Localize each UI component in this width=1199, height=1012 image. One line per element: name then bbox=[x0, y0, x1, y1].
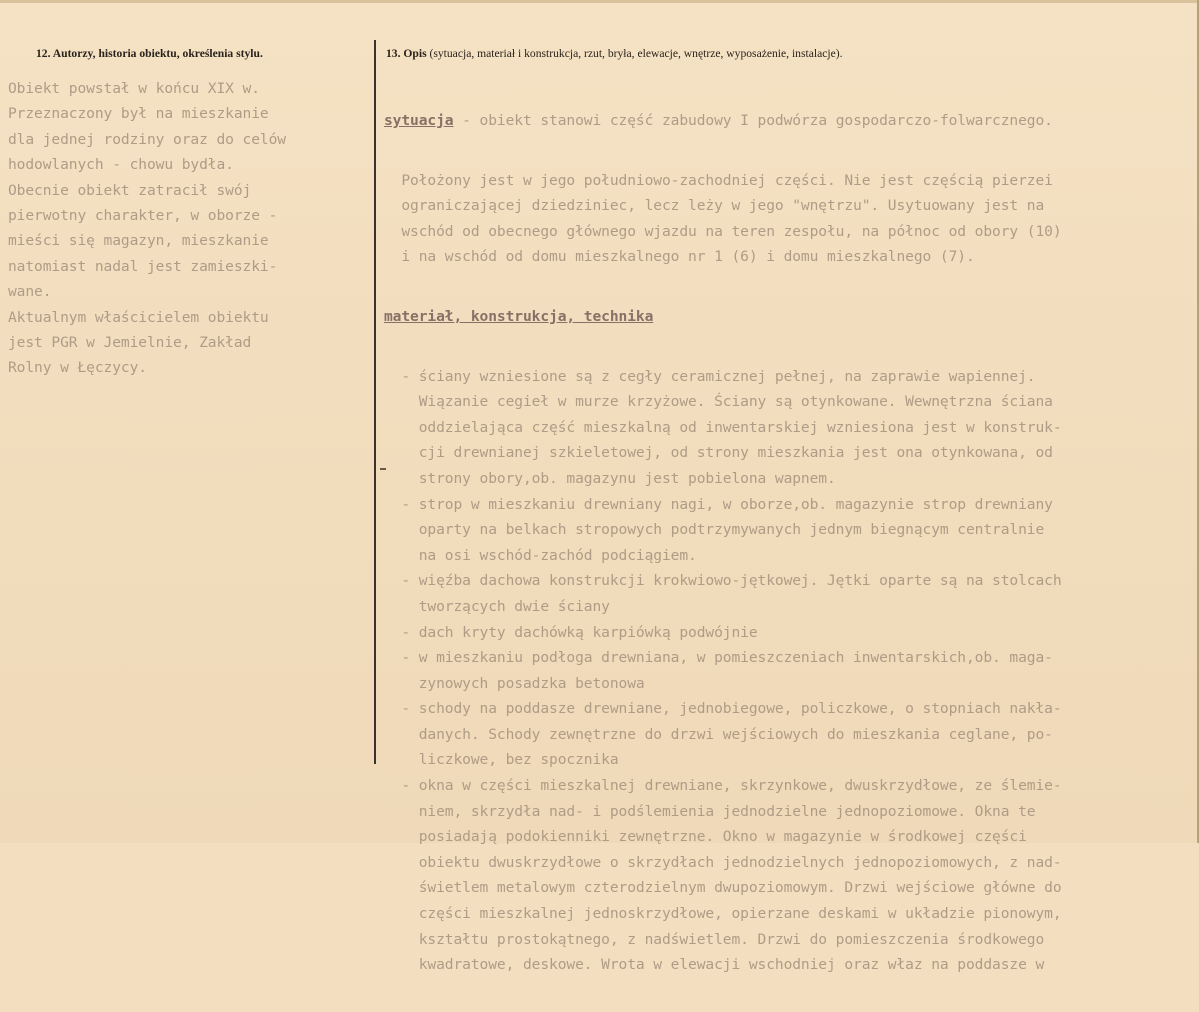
description-line: - schody na poddasze drewniane, jednobiegowe, policzkowe, o stopniach nakła- bbox=[384, 700, 1062, 718]
description-line: niem, skrzydła nad- i podślemienia jednodzielne jednopoziomowe. Okna te bbox=[384, 802, 1036, 820]
description-line: - ściany wzniesione są z cegły ceramicznej pełnej, na zaprawie wapiennej. bbox=[384, 367, 1036, 385]
material-line bbox=[384, 304, 1062, 330]
description-line: strony obory,ob. magazynu jest pobielona wapnem. bbox=[384, 469, 836, 487]
top-edge bbox=[0, 0, 1199, 3]
history-line: Obiekt powstał w końcu XIX w. bbox=[8, 80, 260, 97]
section-13-detail: (sytuacja, materiał i konstrukcja, rzut, bryła, elewacje, wnętrze, wyposażenie, instalacje). bbox=[426, 47, 843, 60]
description-line: kwadratowe, deskowe. Wrota w elewacji wschodniej oraz właz na poddasze w bbox=[384, 956, 1045, 974]
description-line: - w mieszkaniu podłoga drewniana, w pomieszczeniach inwentarskich,ob. maga- bbox=[384, 649, 1053, 667]
description-line: - dach kryty dachówką karpiówką podwójnie bbox=[384, 623, 758, 641]
history-line: pierwotny charakter, w oborze - bbox=[8, 206, 278, 224]
description-line: ograniczającej dziedziniec, lecz leży w jego "wnętrzu". Usytuowany jest na bbox=[384, 197, 1045, 215]
history-line: Rolny w Łęczycy. bbox=[8, 359, 147, 377]
description-line: i na wschód od domu mieszkalnego nr 1 (6) i domu mieszkalnego (7). bbox=[384, 248, 975, 266]
material-heading: materiał, konstrukcja, technika bbox=[384, 307, 654, 325]
history-line: wane. bbox=[8, 283, 52, 301]
description-line: wschód od obecnego głównego wjazdu na teren zespołu, na północ od obory (10) bbox=[384, 222, 1062, 240]
description-line: kształtu prostokątnego, z nadświetlem. Drzwi do pomieszczenia środkowego bbox=[384, 930, 1045, 948]
history-line: natomiast nadal jest zamieszki- bbox=[8, 257, 278, 275]
history-line: jest PGR w Jemielnie, Zakład bbox=[8, 333, 252, 351]
description-line: Położony jest w jego południowo-zachodniej części. Nie jest częścią pierzei bbox=[384, 171, 1053, 189]
description-line: - więźba dachowa konstrukcji krokwiowo-jętkowej. Jętki oparte są na stolcach bbox=[384, 572, 1062, 590]
sytuacja-heading: sytuacja bbox=[384, 112, 454, 129]
sytuacja-text: - obiekt stanowi część zabudowy I podwórza gospodarczo-folwarcznego. bbox=[453, 112, 1053, 129]
description-line: cji drewnianej szkieletowej, od strony mieszkania jest ona otynkowana, od bbox=[384, 444, 1053, 462]
description-line: świetlem metalowym czterodzielnym dwupoziomowym. Drzwi wejściowe główne do bbox=[384, 879, 1062, 897]
section-13-header bbox=[386, 47, 843, 60]
description-line: - okna w części mieszkalnej drewniane, skrzynkowe, dwuskrzydłowe, ze ślemie- bbox=[384, 777, 1062, 795]
history-line: mieści się magazyn, mieszkanie bbox=[8, 232, 269, 250]
description-line: obiektu dwuskrzydłowe o skrzydłach jednodzielnych jednopoziomowych, z nad- bbox=[384, 853, 1062, 871]
history-line: Obecnie obiekt zatracił swój bbox=[8, 181, 252, 199]
description-line: danych. Schody zewnętrzne do drzwi wejściowych do mieszkania ceglane, po- bbox=[384, 725, 1053, 743]
history-line: Aktualnym właścicielem obiektu bbox=[8, 308, 269, 326]
description-line: na osi wschód-zachód podciągiem. bbox=[384, 546, 697, 564]
description-line: zynowych posadzka betonowa bbox=[384, 674, 645, 692]
sytuacja-continuation bbox=[384, 168, 1062, 270]
history-line: hodowlanych - chowu bydła. bbox=[8, 156, 234, 174]
sytuacja-line bbox=[384, 108, 1062, 134]
material-list bbox=[384, 364, 1062, 978]
description-line: tworzących dwie ściany bbox=[384, 597, 610, 615]
margin-mark bbox=[380, 468, 386, 470]
section-12-header: 12. Autorzy, historia obiektu, określenia stylu. bbox=[36, 47, 263, 60]
description-line: oddzielająca część mieszkalną od inwentarskiej wzniesiona jest w konstruk- bbox=[384, 418, 1062, 436]
description-line: Wiązanie cegieł w murze krzyżowe. Ściany są otynkowane. Wewnętrzna ściana bbox=[384, 393, 1053, 411]
section-13-number: 13. Opis bbox=[386, 47, 427, 60]
history-line: Przeznaczony był na mieszkanie bbox=[8, 105, 269, 123]
history-text bbox=[8, 76, 286, 381]
description-line: oparty na belkach stropowych podtrzymywanych jednym biegnącym centralnie bbox=[384, 521, 1045, 539]
description-text bbox=[384, 74, 1062, 1012]
description-line: części mieszkalnej jednoskrzydłowe, opierzane deskami w układzie pionowym, bbox=[384, 905, 1062, 923]
description-line: liczkowe, bez spocznika bbox=[384, 751, 619, 769]
description-line: - strop w mieszkaniu drewniany nagi, w oborze,ob. magazynie strop drewniany bbox=[384, 495, 1053, 513]
history-line: dla jednej rodziny oraz do celów bbox=[8, 130, 286, 148]
column-divider bbox=[374, 40, 376, 764]
description-line: posiadają podokienniki zewnętrzne. Okno w magazynie w środkowej części bbox=[384, 828, 1027, 846]
